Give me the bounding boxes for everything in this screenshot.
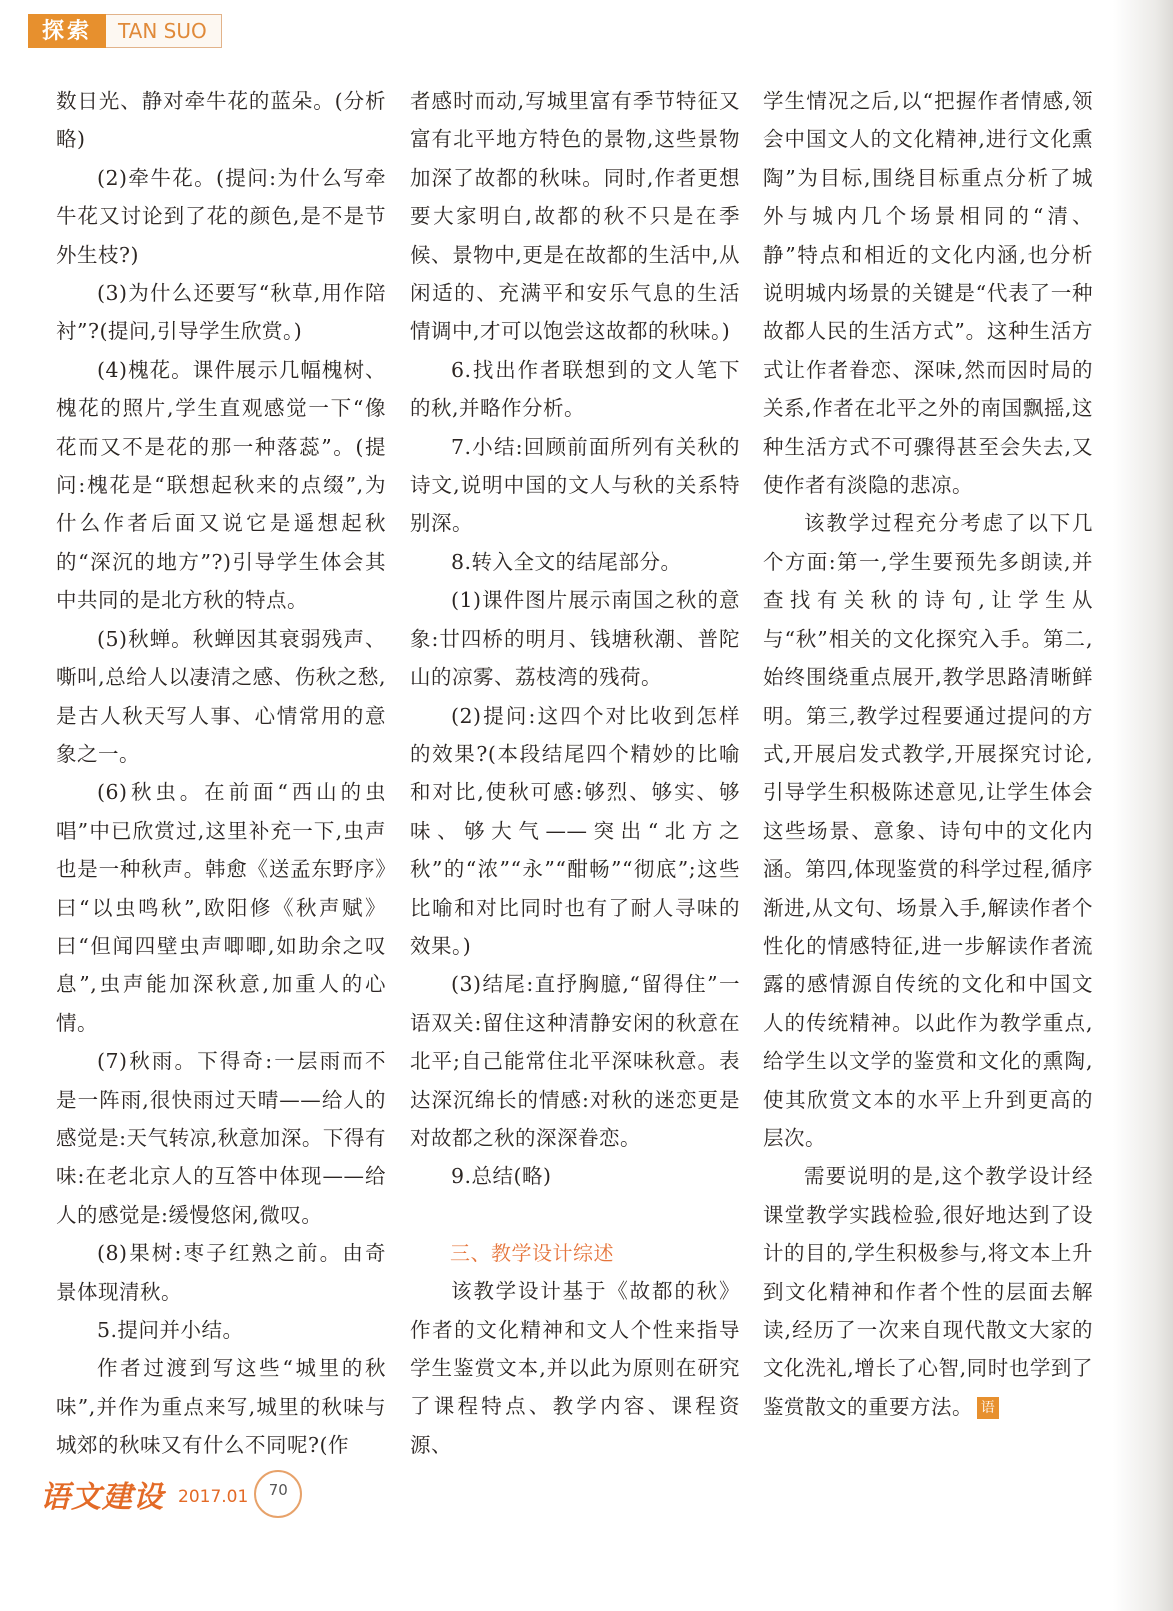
- paragraph: [56, 351, 386, 620]
- section-heading: [410, 1234, 740, 1272]
- paragraph-text: 8.转入全文的结尾部分。: [451, 549, 682, 574]
- paragraph: [410, 581, 740, 696]
- paragraph-text: 5.提问并小结。: [97, 1318, 244, 1342]
- paragraph-text: 数日光、静对牵牛花的蓝朵。(分析略): [56, 89, 386, 152]
- paragraph: [56, 274, 386, 351]
- paragraph: [56, 159, 386, 274]
- paragraph-text: 需要说明的是,这个教学设计经课堂教学实践检验,很好地达到了设计的目的,学生积极参与,将文本上升到文化精神和作者个性的层面去解读,经历了一次来自现代散文大家的文化洗礼,增长了心智,同时也学到了鉴赏散文的重要方法。: [763, 1164, 1093, 1419]
- paragraph: [410, 697, 740, 966]
- paragraph: [410, 82, 740, 351]
- paragraph: [410, 965, 740, 1157]
- paragraph-text: 9.总结(略): [451, 1164, 552, 1189]
- paragraph: [56, 620, 386, 774]
- paragraph: [410, 351, 740, 428]
- text-column-2: [410, 82, 740, 1464]
- paragraph: [56, 1311, 386, 1349]
- paragraph-text: (1)课件图片展示南国之秋的意象:廿四桥的明月、钱塘秋潮、普陀山的凉雾、荔枝湾的残荷。: [410, 588, 740, 690]
- page-number: 70: [254, 1470, 302, 1518]
- paragraph-text: (2)牵牛花。(提问:为什么写牵牛花又讨论到了花的颜色,是不是节外生枝?): [56, 165, 386, 267]
- paragraph: [56, 773, 386, 1042]
- paragraph-text: 三、教学设计综述: [450, 1240, 614, 1265]
- end-mark-icon: 语: [977, 1397, 999, 1419]
- paragraph-text: 7.小结:回顾前面所列有关秋的诗文,说明中国的文人与秋的关系特别深。: [410, 434, 740, 536]
- paragraph: [763, 82, 1093, 504]
- paragraph-text: (7)秋雨。下得奇:一层雨而不是一阵雨,很快雨过天晴——给人的感觉是:天气转凉,秋意加深。下得有味:在老北京人的互答中体现——给人的感觉是:缓慢悠闲,微叹。: [56, 1049, 386, 1227]
- paragraph: [763, 504, 1093, 1157]
- paragraph-text: 该教学设计基于《故都的秋》作者的文化精神和文人个性来指导学生鉴赏文本,并以此为原则在研究了课程特点、教学内容、课程资源、: [410, 1279, 740, 1457]
- paragraph: [410, 428, 740, 543]
- paragraph-text: 作者过渡到写这些“城里的秋味”,并作为重点来写,城里的秋味与城郊的秋味又有什么不同呢?(作: [56, 1356, 386, 1458]
- paragraph-text: (6)秋虫。在前面“西山的虫唱”中已欣赏过,这里补充一下,虫声也是一种秋声。韩愈《送孟东野序》曰“以虫鸣秋”,欧阳修《秋声赋》曰“但闻四壁虫声唧唧,如助余之叹息”,虫声能加深秋意,加重人的心情。: [56, 780, 386, 1035]
- section-badge: [28, 14, 222, 48]
- paragraph: [410, 1272, 740, 1464]
- text-column-1: [56, 82, 386, 1465]
- paragraph: [56, 1349, 386, 1464]
- paragraph: [56, 1234, 386, 1311]
- paragraph-text: (3)为什么还要写“秋草,用作陪衬”?(提问,引导学生欣赏。): [56, 281, 386, 344]
- paragraph-text: (2)提问:这四个对比收到怎样的效果?(本段结尾四个精妙的比喻和对比,使秋可感:够烈、够实、够味、够大气——突出“北方之秋”的“浓”“永”“酣畅”“彻底”;这些比喻和对比同时也有了耐人寻味的效果。): [410, 703, 740, 958]
- paragraph-text: 6.找出作者联想到的文人笔下的秋,并略作分析。: [410, 357, 740, 421]
- paragraph: [763, 1157, 1093, 1426]
- issue-number: 2017.01: [178, 1487, 249, 1507]
- page-footer: [40, 1470, 302, 1518]
- paragraph-text: 学生情况之后,以“把握作者情感,领会中国文人的文化精神,进行文化熏陶”为目标,围绕目标重点分析了城外与城内几个场景相同的“清、静”特点和相近的文化内涵,也分析说明城内场景的关键是“代表了一种故都人民的生活方式”。这种生活方式让作者眷恋、深味,然而因时局的关系,作者在北平之外的南国飘摇,这种生活方式不可骤得甚至会失去,又使作者有淡隐的悲凉。: [763, 89, 1093, 498]
- paragraph-text: (3)结尾:直抒胸臆,“留得住”一语双关:留住这种清静安闲的秋意在北平;自己能常住北平深味秋意。表达深沉绵长的情感:对秋的迷恋更是对故都之秋的深深眷恋。: [410, 972, 740, 1150]
- paragraph-text: (5)秋蝉。秋蝉因其衰弱残声、嘶叫,总给人以凄清之感、伤秋之愁,是古人秋天写人事、心情常用的意象之一。: [56, 626, 386, 766]
- text-column-3: [763, 82, 1093, 1426]
- paragraph-text: (8)果树:枣子红熟之前。由奇景体现清秋。: [56, 1241, 386, 1304]
- paragraph: [410, 543, 740, 581]
- paragraph: [410, 1157, 740, 1195]
- paragraph: [56, 82, 386, 159]
- section-label-cn: 探索: [28, 14, 106, 48]
- section-label-en: TAN SUO: [106, 14, 222, 48]
- paragraph-text: 该教学过程充分考虑了以下几个方面:第一,学生要预先多朗读,并查找有关秋的诗句,让学生从与“秋”相关的文化探究入手。第二,始终围绕重点展开,教学思路清晰鲜明。第三,教学过程要通过提问的方式,开展启发式教学,开展探究讨论,引导学生积极陈述意见,让学生体会这些场景、意象、诗句中的文化内涵。第四,体现鉴赏的科学过程,循序渐进,从文句、场景入手,解读作者个性化的情感特征,进一步解读作者流露的感情源自传统的文化和中国文人的传统精神。以此作为教学重点,给学生以文学的鉴赏和文化的熏陶,使其欣赏文本的水平上升到更高的层次。: [763, 511, 1093, 1150]
- journal-name: 语文建设: [40, 1480, 164, 1515]
- paragraph-text: 者感时而动,写城里富有季节特征又富有北平地方特色的景物,这些景物加深了故都的秋味。同时,作者更想要大家明白,故都的秋不只是在季候、景物中,更是在故都的生活中,从闲适的、充满平和安乐气息的生活情调中,才可以饱尝这故都的秋味。): [410, 89, 740, 344]
- paragraph-text: (4)槐花。课件展示几幅槐树、槐花的照片,学生直观感觉一下“像花而又不是花的那一种落蕊”。(提问:槐花是“联想起秋来的点缀”,为什么作者后面又说它是遥想起秋的“深沉的地方”?)引导学生体会其中共同的是北方秋的特点。: [56, 357, 386, 613]
- page-edge-shadow: [1113, 0, 1173, 1611]
- paragraph: [56, 1042, 386, 1234]
